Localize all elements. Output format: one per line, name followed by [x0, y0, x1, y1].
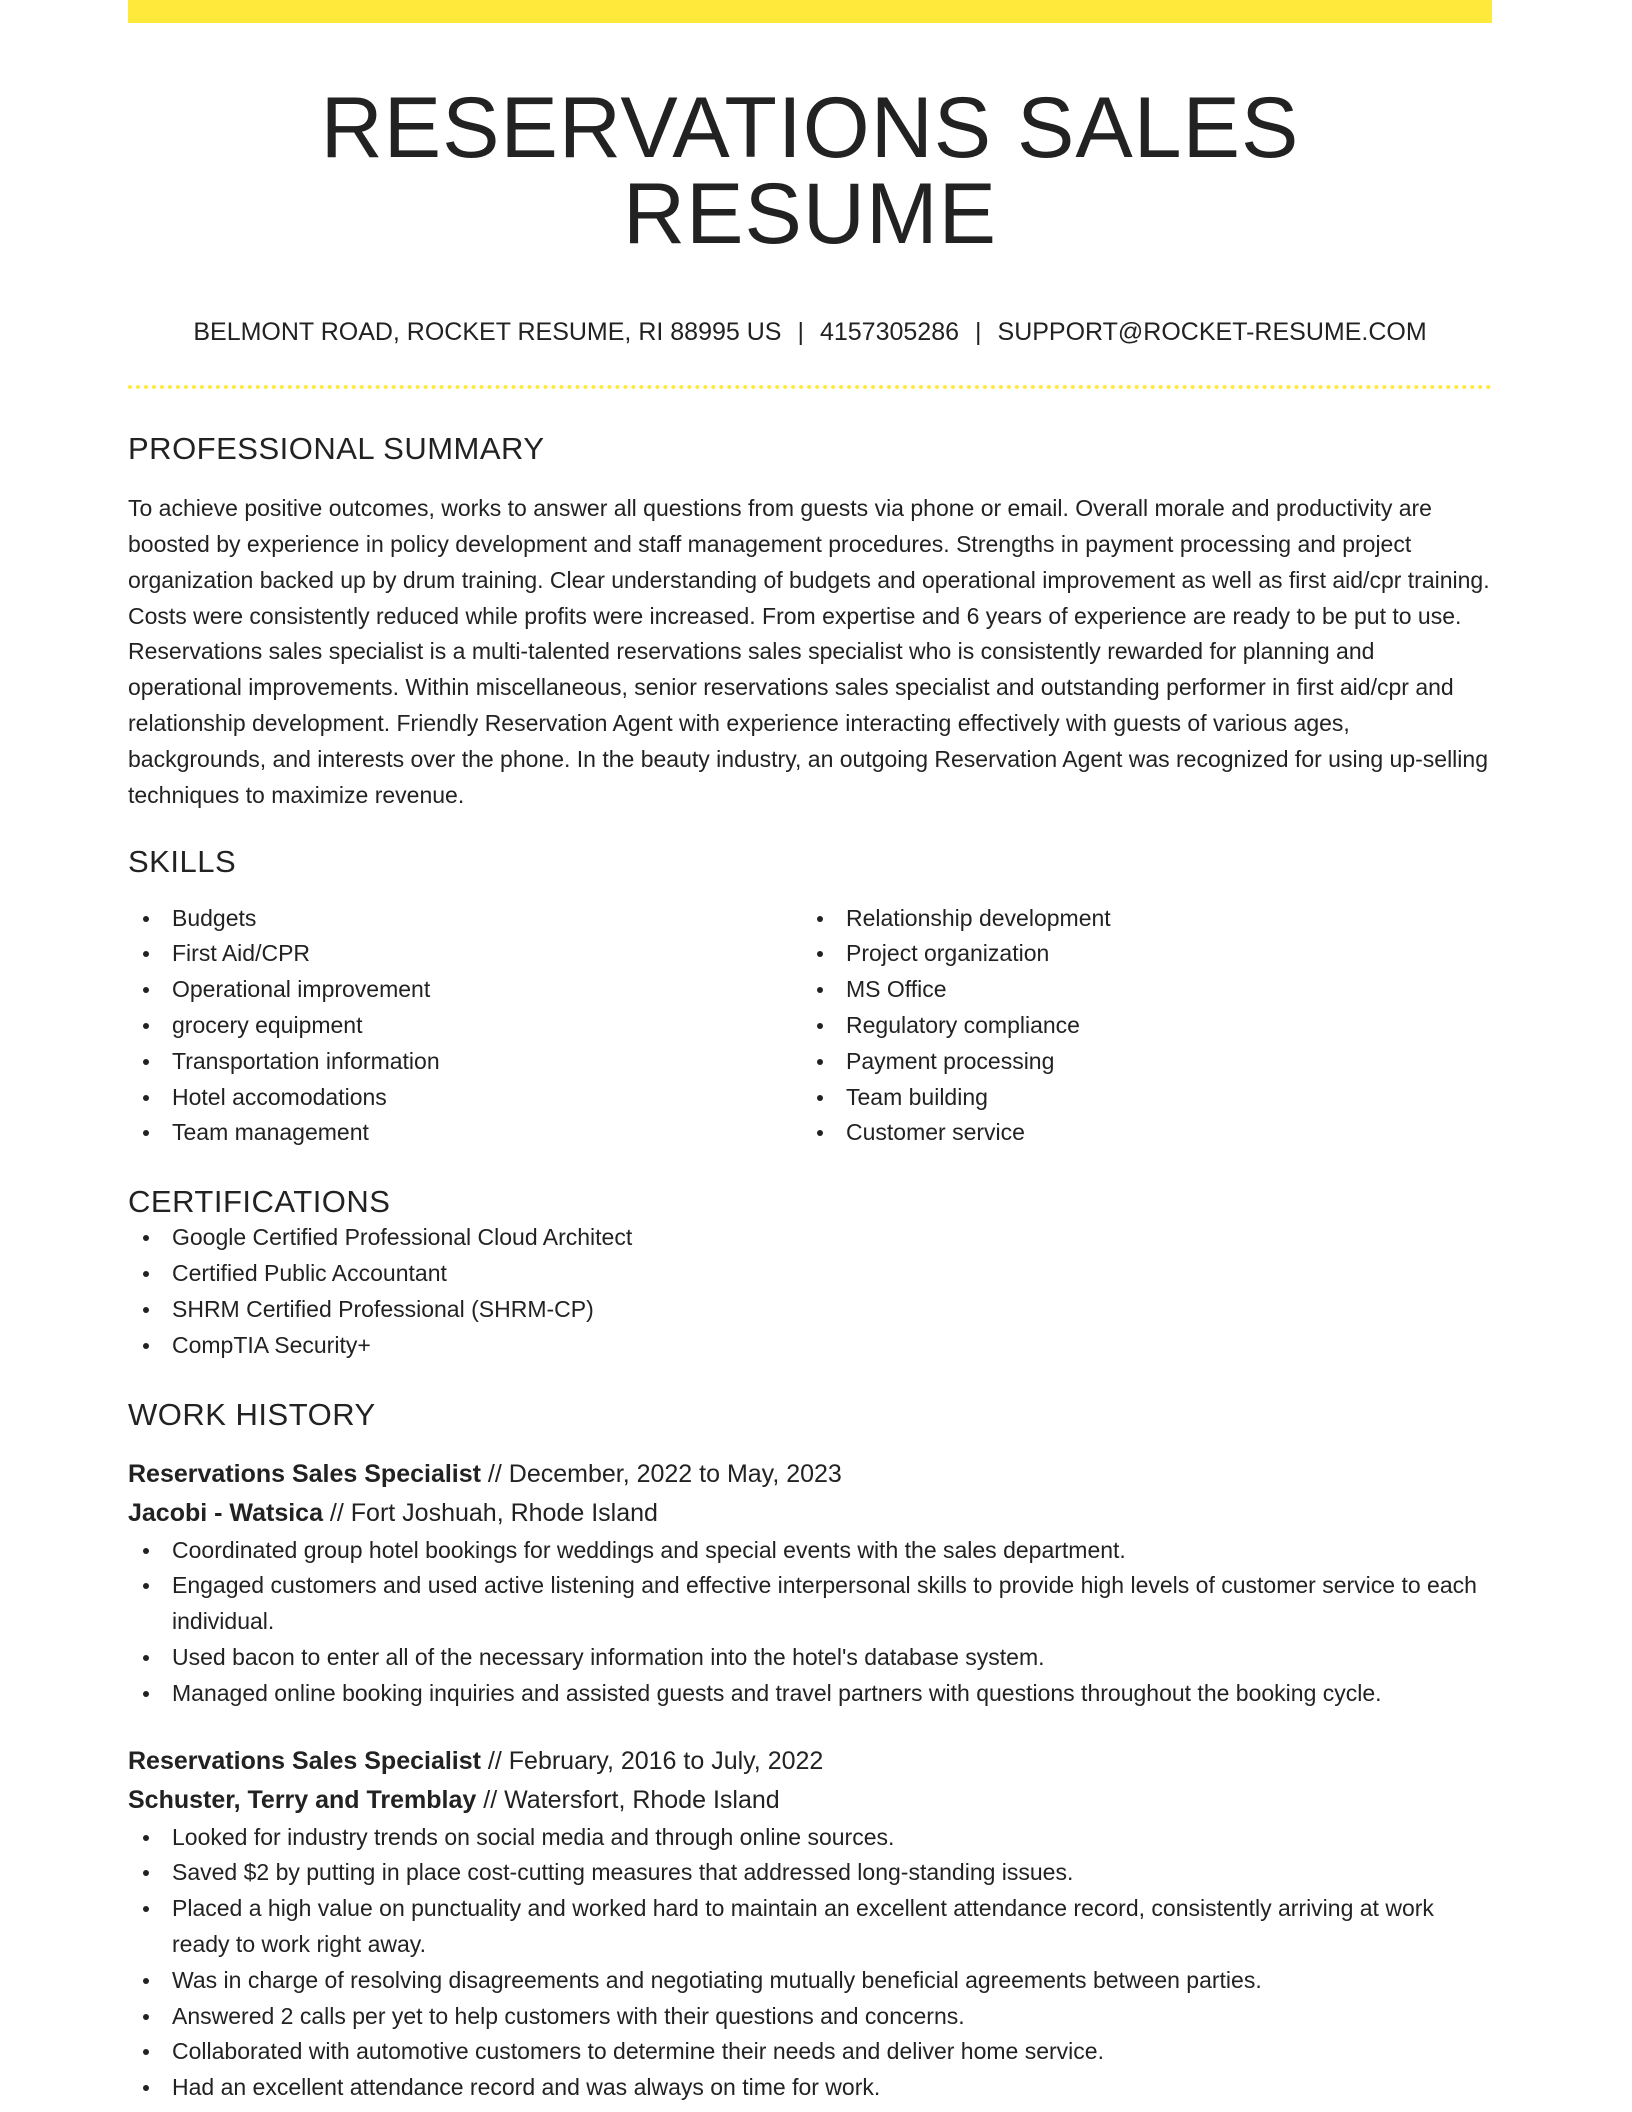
certification-item: CompTIA Security+: [128, 1328, 1492, 1364]
skill-item: Team management: [128, 1115, 802, 1151]
skills-grid: [128, 901, 1492, 1152]
job-duty-item: Used bacon to enter all of the necessary information into the hotel's database system.: [128, 1640, 1492, 1676]
dotted-divider: [128, 385, 1492, 389]
contact-address: BELMONT ROAD, ROCKET RESUME, RI 88995 US: [193, 318, 782, 346]
skill-item: Relationship development: [802, 901, 1492, 937]
top-accent-bar: [128, 0, 1492, 23]
resume-title: RESERVATIONS SALES RESUME: [320, 80, 1300, 262]
certification-item: SHRM Certified Professional (SHRM-CP): [128, 1292, 1492, 1328]
job-entry: [128, 1742, 1492, 2106]
skill-item: Payment processing: [802, 1044, 1492, 1080]
job-title-line: [128, 1742, 1492, 1781]
job-separator: //: [480, 1459, 509, 1488]
skill-item: Project organization: [802, 936, 1492, 972]
contact-line: [128, 317, 1492, 347]
resume-page: [128, 0, 1492, 2106]
summary-heading: PROFESSIONAL SUMMARY: [128, 431, 545, 466]
job-duty-item: Engaged customers and used active listening and effective interpersonal skills to provide high levels of customer service to each individual.: [128, 1568, 1492, 1640]
job-duty-item: Answered 2 calls per yet to help customers with their questions and concerns.: [128, 1999, 1492, 2035]
certification-item: Certified Public Accountant: [128, 1256, 1492, 1292]
job-duty-item: Coordinated group hotel bookings for weddings and special events with the sales department.: [128, 1533, 1492, 1569]
work-history-heading: WORK HISTORY: [128, 1396, 376, 1432]
skill-item: Regulatory compliance: [802, 1008, 1492, 1044]
skills-list-left: [128, 901, 802, 1152]
skill-item: First Aid/CPR: [128, 936, 802, 972]
job-duty-item: Managed online booking inquiries and assisted guests and travel partners with questions throughout the booking cycle.: [128, 1676, 1492, 1712]
skill-item: Hotel accomodations: [128, 1080, 802, 1116]
summary-text: To achieve positive outcomes, works to answer all questions from guests via phone or email. Overall morale and productivity are boosted by experience in policy development and staff management procedures. Strengths in payment processing and project organization backed up by drum training. Clear understanding of budgets and operational improvement as well as first aid/cpr training. Costs were consistently reduced while profits were increased. From expertise and 6 years of experience are ready to be put to use. Reservations sales specialist is a multi-talented reservations sales specialist who is consistently rewarded for planning and operational improvements. Within miscellaneous, senior reservations sales specialist and outstanding performer in first aid/cpr and relationship development. Friendly Reservation Agent with experience interacting effectively with guests of various ages, backgrounds, and interests over the phone. In the beauty industry, an outgoing Reservation Agent was recognized for using up-selling techniques to maximize revenue.: [128, 495, 1490, 808]
skill-item: grocery equipment: [128, 1008, 802, 1044]
job-duty-item: Saved $2 by putting in place cost-cutting measures that addressed long-standing issues.: [128, 1855, 1492, 1891]
contact-email: SUPPORT@ROCKET-RESUME.COM: [997, 318, 1427, 346]
contact-phone: 4157305286: [819, 318, 960, 346]
job-dates: December, 2022 to May, 2023: [508, 1459, 842, 1488]
certifications-heading: CERTIFICATIONS: [128, 1184, 391, 1220]
job-duties-list: [128, 1533, 1492, 1712]
skill-item: Team building: [802, 1080, 1492, 1116]
skill-item: Customer service: [802, 1115, 1492, 1151]
contact-separator: |: [797, 318, 804, 346]
job-duty-item: Was in charge of resolving disagreements and negotiating mutually beneficial agreements between parties.: [128, 1963, 1492, 1999]
skill-item: Budgets: [128, 901, 802, 937]
skills-heading: SKILLS: [128, 844, 237, 880]
skill-item: MS Office: [802, 972, 1492, 1008]
certifications-list: [128, 1220, 1492, 1363]
job-position: Reservations Sales Specialist: [128, 1746, 481, 1775]
job-entry: [128, 1455, 1492, 1712]
contact-separator: |: [975, 318, 982, 346]
job-position: Reservations Sales Specialist: [128, 1459, 481, 1488]
job-company: Schuster, Terry and Tremblay: [128, 1785, 477, 1814]
job-company: Jacobi - Watsica: [128, 1498, 323, 1527]
job-company-line: [128, 1781, 1492, 1820]
job-separator: //: [476, 1785, 505, 1814]
job-dates: February, 2016 to July, 2022: [508, 1746, 824, 1775]
skill-item: Operational improvement: [128, 972, 802, 1008]
certification-item: Google Certified Professional Cloud Architect: [128, 1220, 1492, 1256]
job-separator: //: [322, 1498, 351, 1527]
job-separator: //: [480, 1746, 509, 1775]
skills-list-right: [802, 901, 1492, 1152]
job-location: Fort Joshuah, Rhode Island: [350, 1498, 658, 1527]
job-title-line: [128, 1455, 1492, 1494]
skill-item: Transportation information: [128, 1044, 802, 1080]
job-duty-item: Looked for industry trends on social media and through online sources.: [128, 1820, 1492, 1856]
job-company-line: [128, 1494, 1492, 1533]
job-duty-item: Collaborated with automotive customers to determine their needs and deliver home service.: [128, 2034, 1492, 2070]
job-duties-list: [128, 1820, 1492, 2106]
job-duty-item: Had an excellent attendance record and was always on time for work.: [128, 2070, 1492, 2106]
job-duty-item: Placed a high value on punctuality and worked hard to maintain an excellent attendance record, consistently arriving at work ready to work right away.: [128, 1891, 1492, 1963]
job-location: Watersfort, Rhode Island: [504, 1785, 780, 1814]
